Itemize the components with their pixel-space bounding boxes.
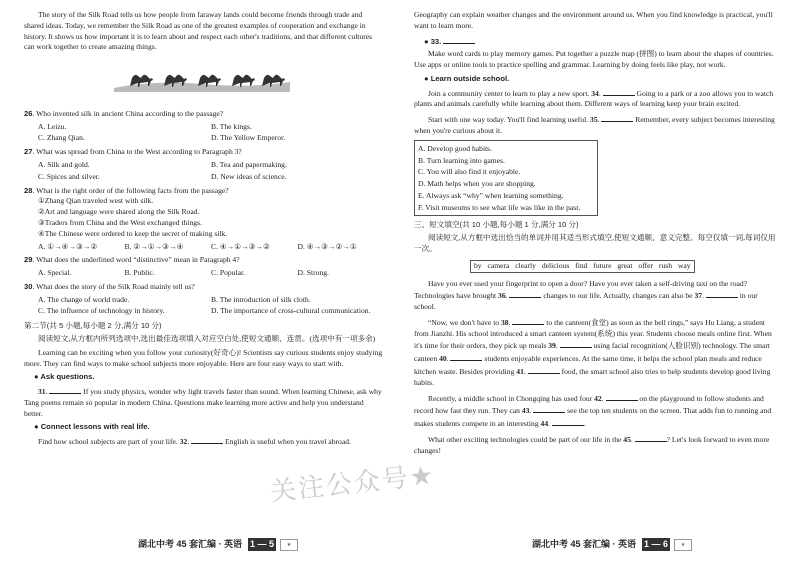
page-footer-left: 湖北中考 45 套汇编 · 英语 1 — 5 ★ (138, 538, 298, 551)
camel-caravan-image (112, 62, 292, 96)
intro-paragraph: The story of the Silk Road tells us how people from faraway lands could become friends through trade and shared ideas. Today, we remember the Silk Road as one of the greatest examples of cooperation and exchange in history. It shows us how important it is to learn about and respect each other's traditions, and that different cultures can work together to create amazing things. (24, 10, 373, 52)
answer-blank[interactable] (512, 316, 544, 325)
question-29-options (38, 268, 384, 279)
option[interactable]: D. The importance of cross-cultural communication. (211, 306, 371, 316)
option-item[interactable]: B. Turn learning into games. (418, 155, 505, 165)
option[interactable]: B. Tea and papermaking. (211, 160, 287, 170)
question-32: Find how school subjects are part of your life. 32. English is useful when you travel abroad. (38, 437, 351, 447)
passage-paragraph: Geography can explain weather changes and the environment around us. When you find knowledge is practical, you'll want to learn more. (414, 10, 773, 30)
option[interactable]: A. Leizu. (38, 121, 67, 131)
option[interactable]: B. The introduction of silk cloth. (211, 294, 311, 304)
right-column (414, 10, 776, 459)
cloze-paragraph: What other exciting technologies could be part of our life in the 45. ? Let's look forward to even more changes! (414, 434, 770, 455)
answer-blank[interactable] (606, 392, 638, 401)
question-33: ● 33. (424, 35, 776, 48)
option[interactable]: B. ②→①→③→④ (124, 241, 184, 251)
seal-icon: ★ (280, 539, 298, 551)
answer-blank[interactable] (552, 417, 584, 426)
cloze-paragraph: Have you ever used your fingerprint to open a door? Have you ever taken a self-driving taxi on the road? Technologies have brought 36. changes to our life. Actually, changes can also be 37. in our school. (414, 278, 758, 312)
watermark: 关注公众号★ (268, 460, 437, 508)
passage-paragraph: Learning can be exciting when you follow your curiosity(好奇心)! Scientists say curious students enjoy studying more. They can find ways to make school subjects more enjoyable. Here are four easy ways to start with. (24, 347, 383, 368)
option[interactable]: A. The change of world trade. (38, 294, 130, 304)
seal-icon: ★ (674, 539, 692, 551)
passage-heading: ● Learn outside school. (424, 73, 510, 83)
option[interactable]: C. Popular. (211, 268, 245, 278)
option[interactable]: B. The kings. (211, 121, 252, 131)
answer-blank[interactable] (528, 365, 560, 374)
fact-item: ③Traders from China and the West exchanged things. (38, 217, 202, 227)
answer-blank[interactable] (443, 35, 475, 44)
option[interactable]: C. The influence of technology in history. (38, 306, 165, 316)
question-34: Join a community center to learn to play a new sport. 34. Going to a park or a zoo allows you to watch plants and animals carefully while learning about them. Different ways of learning keep your brain excited. (414, 88, 774, 109)
cloze-paragraph: “Now, we don't have to 38. to the canteen(食堂) as soon as the bell rings,” says Hu Liang, a student from Jianzhi. His school introduced a smart canteen system(系统) this year. Students choose meals online first. When it's time for their orders, they pick up meals 39. using facial recognition(人脸识别) technology. The smart canteen 40. students enjoyable experiences. At the same time, it helps the school plan meals and reduce kitchen waste. Besides providing 41. food, the smart school also tries to help students develop good living habits. (414, 317, 772, 387)
question-31: 31. If you study physics, wonder why light travels faster than sound. When learning Chinese, ask why Tang poems remain so popular in modern China. Questions make learning more active and help you understand better. (24, 387, 382, 418)
page-number: 1 — 5 (250, 539, 275, 549)
option[interactable]: C. ④→①→③→② (211, 241, 270, 251)
option[interactable]: D. The Yellow Emperor. (211, 133, 286, 143)
fact-item: ②Art and language were shared along the Silk Road. (38, 207, 200, 217)
option[interactable]: D. New ideas of science. (211, 171, 287, 181)
option-item[interactable]: A. Develop good habits. (418, 143, 493, 153)
answer-blank[interactable] (509, 289, 541, 298)
question-35: Start with one way today. You'll find learning useful. 35. Remember, every subject becomes interesting when you're curious about it. (414, 115, 775, 136)
option[interactable]: C. Spices and silver. (38, 171, 100, 181)
options-box (414, 140, 598, 217)
section-3-title: 三、短文填空(共 10 小题,每小题 1 分,满分 10 分) (414, 220, 579, 230)
option-item[interactable]: F. Visit museums to see what life was like in the past. (418, 202, 581, 212)
fact-item: ①Zhang Qian traveled west with silk. (38, 196, 154, 206)
option[interactable]: B. Public. (124, 268, 155, 278)
question-29: 29. What does the underlined word “distinctive” mean in Paragraph 4? (24, 255, 240, 265)
option[interactable]: A. Special. (38, 268, 72, 278)
question-30-options (38, 295, 384, 318)
section-2-instructions: 阅读短文,从方框内所列选项中,选出最佳选项填入对应空白处,使短文通顺、连贯。(选项中有一项多余) (38, 333, 376, 343)
question-28-options (38, 242, 384, 253)
question-26: 26. Who invented silk in ancient China according to the passage? (24, 108, 224, 118)
passage-heading: ● Connect lessons with real life. (34, 422, 150, 432)
option[interactable]: D. ④→③→②→① (297, 241, 357, 251)
answer-blank[interactable] (560, 339, 592, 348)
answer-blank[interactable] (603, 87, 635, 96)
question-27: 27. What was spread from China to the West according to Paragraph 3? (24, 147, 242, 157)
section-2-title: 第二节(共 5 小题,每小题 2 分,满分 10 分) (24, 321, 162, 331)
question-30: 30. What does the story of the Silk Road mainly tell us? (24, 281, 195, 291)
page-footer-right: 湖北中考 45 套汇编 · 英语 1 — 6 ★ (532, 538, 692, 551)
question-26-options (38, 122, 384, 145)
answer-blank[interactable] (191, 435, 223, 444)
answer-blank[interactable] (533, 404, 565, 413)
answer-blank[interactable] (635, 433, 667, 442)
answer-blank[interactable] (706, 289, 738, 298)
option[interactable]: A. ①→④→③→② (38, 241, 98, 251)
cloze-paragraph: Recently, a middle school in Chongqing has used four 42. on the playground to follow students and record how fast they run. They can 43. see the top ten students on the screen. That adds fun to running and makes students compete in an interesting 44. . (414, 393, 772, 429)
question-27-options (38, 160, 384, 183)
passage-heading: ● Ask questions. (34, 372, 95, 382)
option[interactable]: D. Strong. (297, 268, 329, 278)
answer-blank[interactable] (49, 385, 81, 394)
answer-blank[interactable] (450, 352, 482, 361)
option-item[interactable]: C. You will also find it enjoyable. (418, 167, 521, 177)
answer-blank[interactable] (601, 113, 633, 122)
option[interactable]: C. Zhang Qian. (38, 133, 85, 143)
option-item[interactable]: D. Math helps when you are shopping. (418, 179, 536, 189)
option-item[interactable]: E. Always ask “why” when learning something. (418, 190, 564, 200)
page-number: 1 — 6 (644, 539, 669, 549)
fact-item: ④The Chinese were ordered to keep the secret of making silk. (38, 228, 228, 238)
left-column (24, 10, 384, 451)
option[interactable]: A. Silk and gold. (38, 160, 90, 170)
passage-paragraph: Make word cards to play memory games. Put together a puzzle map (拼图) to learn about the shapes of countries. Use apps or online tools to practice spelling and grammar. Learning by doing feels like play, not work. (414, 49, 774, 70)
question-28: 28. What is the right order of the following facts from the passage? (24, 185, 229, 195)
word-bank: by camera clearly delicious find future great offer rush way (470, 260, 695, 273)
section-3-instructions: 阅读短文,从方框中选出恰当的单词并用其适当形式填空,使短文通顺、意义完整。每空仅填一词,每词仅用一次。 (414, 233, 776, 253)
